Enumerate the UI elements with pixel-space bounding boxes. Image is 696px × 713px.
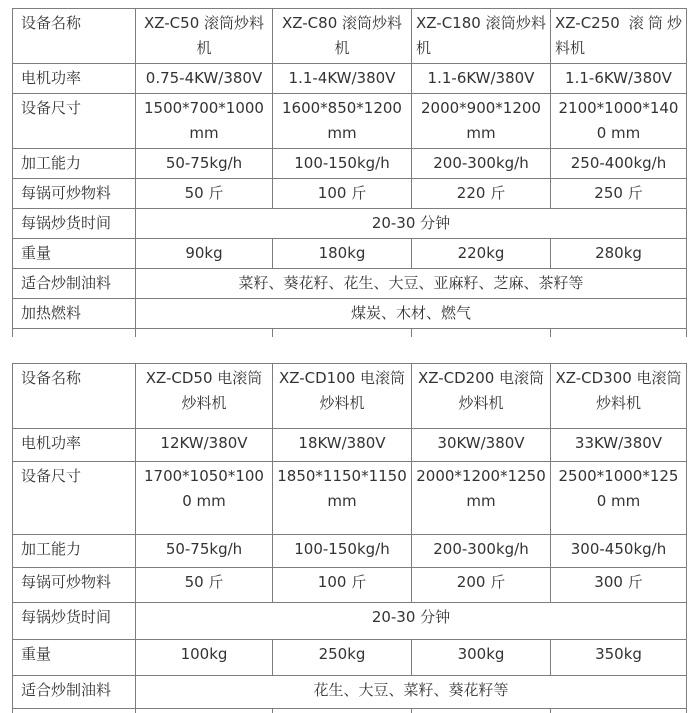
spec-cell: 12KW/380V [136,428,273,461]
table-row-weight [13,239,687,269]
spec-cell: XZ-C80 滚筒炒料机 [273,9,412,64]
spec-cell: 100-150kg/h [273,149,412,179]
spec-cell: XZ-CD50 电滚筒炒料机 [136,363,273,428]
xz-c-series-spec-table [12,8,687,337]
row-label: 设备名称 [13,9,136,64]
spec-cell: 1850*1150*1150 mm [273,461,412,534]
spec-cell: 1700*1050*1000 mm [136,461,273,534]
table-row-capacity [13,534,687,567]
row-label: 设备名称 [13,363,136,428]
spec-span-cell: 20-30 分钟 [136,602,687,639]
spec-cell: 1.1-6KW/380V [551,64,687,94]
table-row-device-name [13,9,687,64]
table-row-motor-power [13,428,687,461]
spec-cell: 300 斤 [551,567,687,602]
spec-cell: 280kg [551,239,687,269]
partial-row [13,708,687,713]
spec-cell: 200-300kg/h [412,534,551,567]
spec-cell: 90kg [136,239,273,269]
row-label: 加热燃料 [13,299,136,329]
row-label: 适合炒制油料 [13,675,136,708]
spec-cell: 2000*900*1200 mm [412,94,551,149]
spec-cell: 18KW/380V [273,428,412,461]
spec-cell: XZ-CD300 电滚筒炒料机 [551,363,687,428]
spec-cell: 300kg [412,639,551,675]
spec-cell: 50 斤 [136,567,273,602]
table-row-device-size [13,94,687,149]
row-label: 每锅可炒物料 [13,567,136,602]
table-row-capacity [13,149,687,179]
spec-cell: 1.1-4KW/380V [273,64,412,94]
spec-cell: 220kg [412,239,551,269]
spec-cell: 50 斤 [136,179,273,209]
table-row-suitable-oils [13,269,687,299]
spec-cell: 50-75kg/h [136,149,273,179]
spec-span-cell: 20-30 分钟 [136,209,687,239]
spec-cell: 0.75-4KW/380V [136,64,273,94]
spec-cell: 33KW/380V [551,428,687,461]
spec-cell: 2500*1000*1250 mm [551,461,687,534]
spec-cell: 100 斤 [273,179,412,209]
row-label: 重量 [13,239,136,269]
spec-cell: 30KW/380V [412,428,551,461]
spec-cell: 1500*700*1000 mm [136,94,273,149]
table-row-weight [13,639,687,675]
table-row-device-name [13,363,687,428]
row-label: 每锅可炒物料 [13,179,136,209]
table-row-material-per-pot [13,179,687,209]
row-label: 适合炒制油料 [13,269,136,299]
spec-cell: 180kg [273,239,412,269]
spec-cell: 220 斤 [412,179,551,209]
spec-cell: 200-300kg/h [412,149,551,179]
row-label: 加工能力 [13,149,136,179]
spec-cell: 250kg [273,639,412,675]
spec-cell: 100-150kg/h [273,534,412,567]
spec-cell: 1.1-6KW/380V [412,64,551,94]
row-label: 加工能力 [13,534,136,567]
spec-cell: 50-75kg/h [136,534,273,567]
spec-span-cell: 花生、大豆、菜籽、葵花籽等 [136,675,687,708]
spec-cell: XZ-C180 滚筒炒料机 [412,9,551,64]
table-row-heating-fuel [13,299,687,329]
spec-cell: 250 斤 [551,179,687,209]
table-row-suitable-oils [13,675,687,708]
spec-cell: 2100*1000*1400 mm [551,94,687,149]
table-row-material-per-pot [13,567,687,602]
spec-cell: XZ-CD100 电滚筒炒料机 [273,363,412,428]
spec-cell: 350kg [551,639,687,675]
row-label: 设备尺寸 [13,94,136,149]
spec-cell: 200 斤 [412,567,551,602]
spec-cell: XZ-C250 滚筒炒料机 [551,9,687,64]
spec-cell: 250-400kg/h [551,149,687,179]
spec-cell: XZ-C50 滚筒炒料机 [136,9,273,64]
partial-row [13,329,687,337]
row-label: 电机功率 [13,64,136,94]
spec-cell: 300-450kg/h [551,534,687,567]
page [0,8,696,691]
spec-span-cell: 菜籽、葵花籽、花生、大豆、亚麻籽、芝麻、茶籽等 [136,269,687,299]
row-label: 每锅炒货时间 [13,602,136,639]
table-row-device-size [13,461,687,534]
row-label: 重量 [13,639,136,675]
spec-cell: 100kg [136,639,273,675]
row-label: 设备尺寸 [13,461,136,534]
spec-cell: 1600*850*1200 mm [273,94,412,149]
spec-span-cell: 煤炭、木材、燃气 [136,299,687,329]
spec-cell: 2000*1200*1250 mm [412,461,551,534]
xz-cd-series-spec-table [12,363,687,713]
row-label: 电机功率 [13,428,136,461]
spec-cell: XZ-CD200 电滚筒炒料机 [412,363,551,428]
table-row-motor-power [13,64,687,94]
row-label: 每锅炒货时间 [13,209,136,239]
table-row-roast-time [13,602,687,639]
table-row-roast-time [13,209,687,239]
spec-cell: 100 斤 [273,567,412,602]
